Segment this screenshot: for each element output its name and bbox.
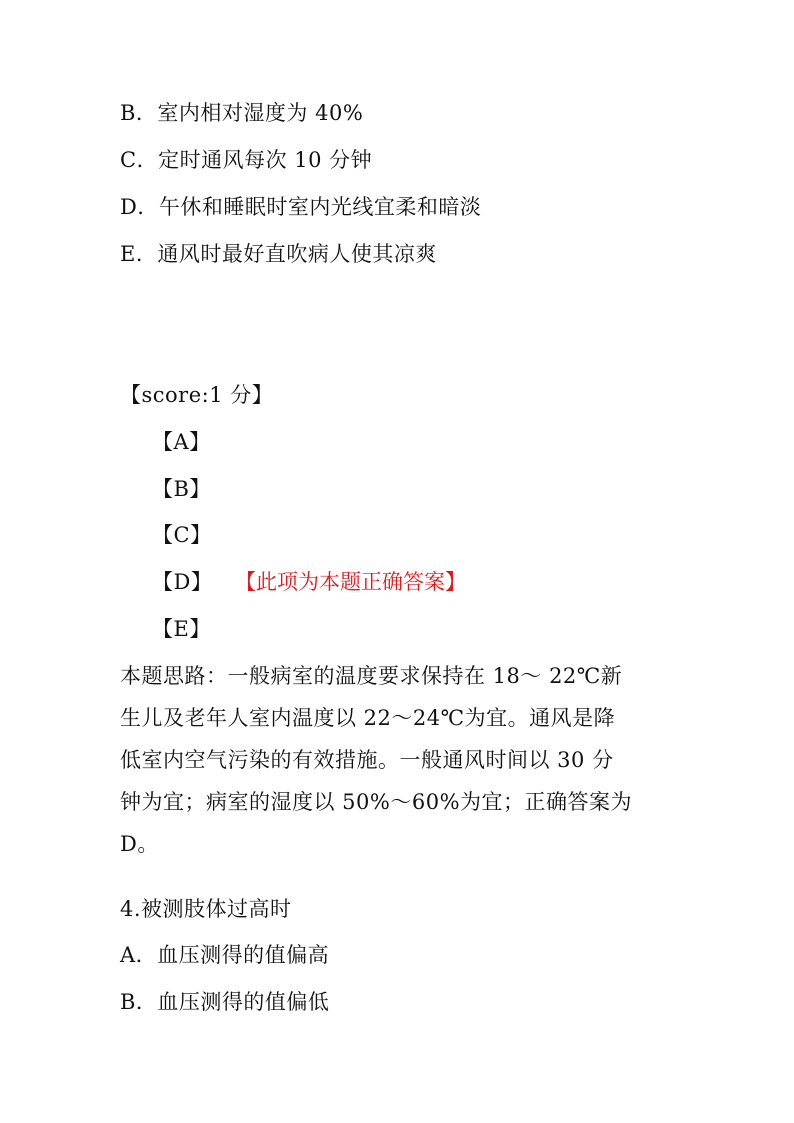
explanation-line: 低室内空气污染的有效措施。一般通风时间以 30 分 (120, 748, 614, 772)
score-label: 【score:1 分】 (120, 383, 274, 407)
answer-b: 【B】 (152, 477, 211, 501)
option-e: E．通风时最好直吹病人使其凉爽 (120, 242, 437, 266)
answer-a: 【A】 (152, 430, 211, 454)
explanation-line: 生儿及老年人室内温度以 22～24℃为宜。通风是降 (120, 706, 616, 730)
answer-e: 【E】 (152, 617, 211, 641)
answer-c: 【C】 (152, 523, 212, 547)
explanation (120, 655, 665, 865)
explanation-line: D。 (120, 832, 159, 856)
option-b: B．室内相对湿度为 40% (120, 101, 364, 125)
question4-option-a: A．血压测得的值偏高 (120, 943, 330, 967)
option-c: C．定时通风每次 10 分钟 (120, 148, 373, 172)
answer-d: 【D】 (152, 570, 213, 594)
explanation-line: 钟为宜；病室的湿度以 50%～60%为宜；正确答案为 (120, 790, 633, 814)
option-d: D．午休和睡眠时室内光线宜柔和暗淡 (120, 195, 482, 219)
explanation-line: 本题思路：一般病室的温度要求保持在 18～ 22℃新 (120, 664, 623, 688)
question4-title: 4.被测肢体过高时 (120, 897, 292, 921)
question4-option-b: B．血压测得的值偏低 (120, 990, 330, 1014)
correct-answer-mark: 【此项为本题正确答案】 (235, 570, 466, 594)
